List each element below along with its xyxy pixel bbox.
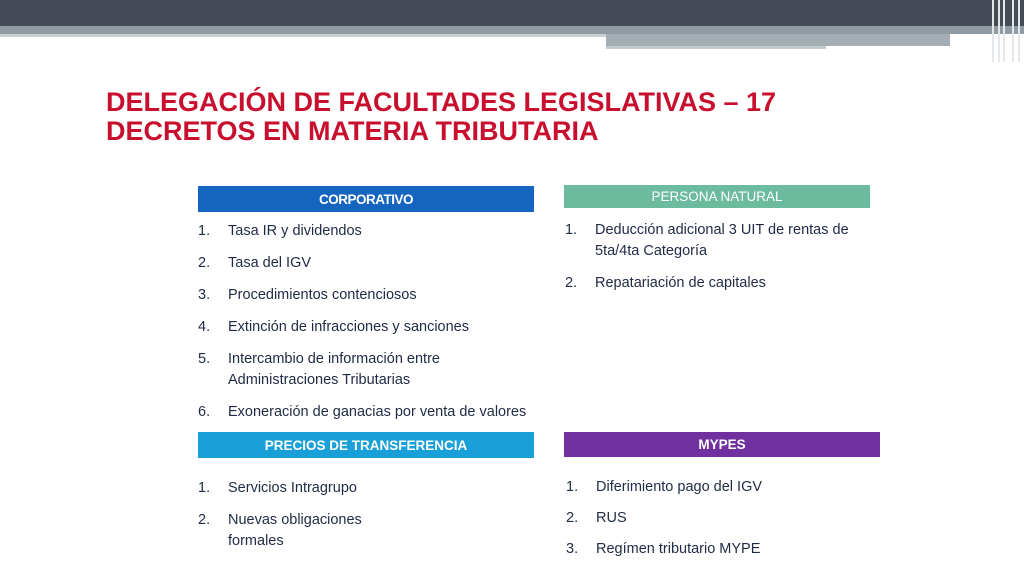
slide-title: DELEGACIÓN DE FACULTADES LEGISLATIVAS – 17 DECRETOS EN MATERIA TRIBUTARIA (106, 87, 777, 146)
top-decoration-strip (0, 26, 1024, 34)
top-decoration-line (0, 34, 606, 37)
corporativo-header: CORPORATIVO (198, 186, 534, 212)
mypes-header: MYPES (564, 432, 880, 457)
list-item: 2. RUS (566, 510, 627, 526)
top-decoration-line-right (606, 46, 826, 49)
top-decoration-vertical-lines (988, 0, 1024, 62)
list-item: 3. Regímen tributario MYPE (566, 541, 761, 557)
top-decoration-block (606, 34, 950, 46)
list-item: 2. Nuevas obligaciones formales (198, 512, 362, 549)
precios-transferencia-header: PRECIOS DE TRANSFERENCIA (198, 432, 534, 458)
top-decoration-bar (0, 0, 1024, 26)
list-item: 2. Repatariación de capitales (565, 275, 766, 291)
mypes-list (566, 477, 866, 570)
persona-natural-header: PERSONA NATURAL (564, 185, 870, 208)
persona-natural-list (565, 220, 865, 305)
precios-transferencia-list (198, 478, 398, 563)
list-item: 6. Exoneración de ganacias por venta de valores (198, 404, 527, 420)
list-item: 1. Deducción adicional 3 UIT de rentas de 5ta/4ta Categoría (565, 222, 849, 259)
list-item: 3. Procedimientos contenciosos (198, 287, 417, 303)
corporativo-list (198, 221, 543, 434)
list-item: 1. Servicios Intragrupo (198, 480, 357, 496)
list-item: 1. Tasa IR y dividendos (198, 223, 362, 239)
list-item: 1. Diferimiento pago del IGV (566, 479, 763, 495)
list-item: 4. Extinción de infracciones y sanciones (198, 319, 469, 335)
list-item: 5. Intercambio de información entre Administraciones Tributarias (198, 351, 440, 388)
list-item: 2. Tasa del IGV (198, 255, 312, 271)
